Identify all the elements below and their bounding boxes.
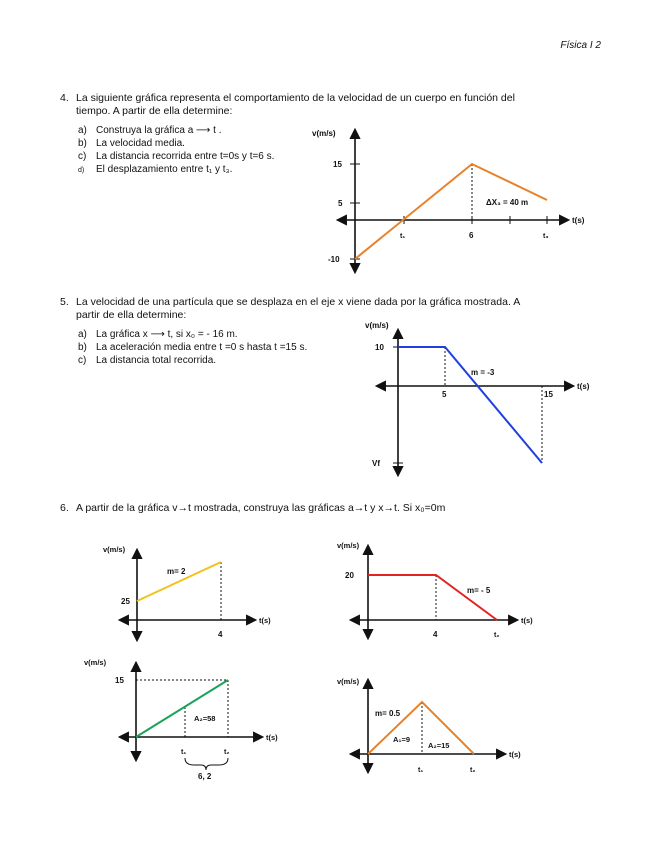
q4-xlabel: t(s) [572,216,585,225]
q6g3-brace-label: 6, 2 [198,772,212,781]
q5-xtick-5: 5 [442,390,447,399]
q4-xtick-t1: t₁ [400,233,406,240]
q6g3-ytick: 15 [115,676,124,685]
q4-ytick-5: 5 [338,199,343,208]
q6g3-xtick-t2: t₂ [224,749,230,756]
q6-statement [60,502,620,515]
q5-ylabel: v(m/s) [365,321,389,330]
q6g4-xtick-t2: t₂ [470,767,476,774]
q6g4-ylabel: v(m/s) [337,677,360,686]
q6-text: A partir de la gráfica v→t mostrada, construya las gráficas a→t y x→t. Si x₀=0m [76,502,446,514]
q6g4-xlabel: t(s) [509,750,521,759]
q6g3-annotation: A₂=58 [194,714,216,723]
q4-statement [60,92,600,118]
q6-graph-2 [335,538,555,648]
q6g2-ytick: 20 [345,571,354,580]
q5-annotation: m = -3 [471,368,495,377]
q6g2-line [368,575,497,620]
q4-xtick-6: 6 [469,231,474,240]
q6g1-xlabel: t(s) [259,616,271,625]
page-header: Física I 2 [560,40,601,51]
q6-number: 6. [60,502,69,514]
q6-graph-1 [95,540,295,650]
q5-line2: partir de ella determine: [76,309,187,321]
q6g2-ylabel: v(m/s) [337,541,360,550]
q6g2-annotation: m= - 5 [467,586,491,595]
q5-line1: La velocidad de una partícula que se desplaza en el eje x viene dada por la gráfica mostrada. A [76,296,521,308]
q6-graph-4 [335,672,555,782]
q5-item-c: c) La distancia total recorrida. [78,355,217,366]
q4-graph [300,120,600,280]
q4-annotation: ΔX₃ = 40 m [486,198,529,207]
q4-ytick-15: 15 [333,160,342,169]
q4-ylabel: v(m/s) [312,129,336,138]
q6g2-xlabel: t(s) [521,616,533,625]
q5-items [78,328,307,367]
q4-item-c: c) La distancia recorrida entre t=0s y t=6 s. [78,151,275,162]
q6g4-xtick-t1: t₁ [418,767,424,774]
q5-item-a: a) La gráfica x ⟶ t, si x₀ = - 16 m. [78,329,238,340]
q4-items [78,124,274,177]
q6g2-xtick-t2: t₂ [494,632,500,639]
q6g1-ytick: 25 [121,597,130,606]
q6g1-xtick: 4 [218,630,223,639]
q4-item-b: b) La velocidad media. [78,138,185,149]
q6g4-annotation-a1: A₁=9 [393,735,411,744]
q6g1-annotation: m= 2 [167,567,186,576]
q4-item-d: d) El desplazamiento entre t₁ y t₃. [78,164,233,175]
q6g3-brace [185,758,228,770]
q5-statement [60,296,600,322]
q6g4-annotation-m: m= 0.5 [375,709,401,718]
q4-velocity-line [355,164,547,259]
q5-graph [355,320,605,480]
q6g3-xtick-t1: t₁ [181,749,187,756]
q6g3-line [136,680,228,737]
q4-xtick-t3: t₃ [543,233,549,240]
q5-number: 5. [60,296,69,308]
q6-graph-3 [82,655,302,785]
q5-item-b: b) La aceleración media entre t =0 s hasta t =15 s. [78,342,308,353]
q4-number: 4. [60,92,69,104]
q6g3-ylabel: v(m/s) [84,658,107,667]
q6g3-xlabel: t(s) [266,733,278,742]
q5-ytick-10: 10 [375,343,384,352]
q5-xtick-15: 15 [544,390,553,399]
q4-item-a: a) Construya la gráfica a ⟶ t . [78,125,222,136]
q6g4-annotation-a2: A₂=15 [428,741,450,750]
q4-ytick-neg10: -10 [328,255,340,264]
q5-velocity-line [398,347,542,463]
q4-line1: La siguiente gráfica representa el comportamiento de la velocidad de un cuerpo en función del [76,92,515,104]
q5-ytick-vf: Vf [372,459,380,468]
q6g1-ylabel: v(m/s) [103,545,126,554]
q4-line2: tiempo. A partir de ella determine: [76,105,233,117]
q5-xlabel: t(s) [577,382,590,391]
q6g2-xtick-4: 4 [433,630,438,639]
